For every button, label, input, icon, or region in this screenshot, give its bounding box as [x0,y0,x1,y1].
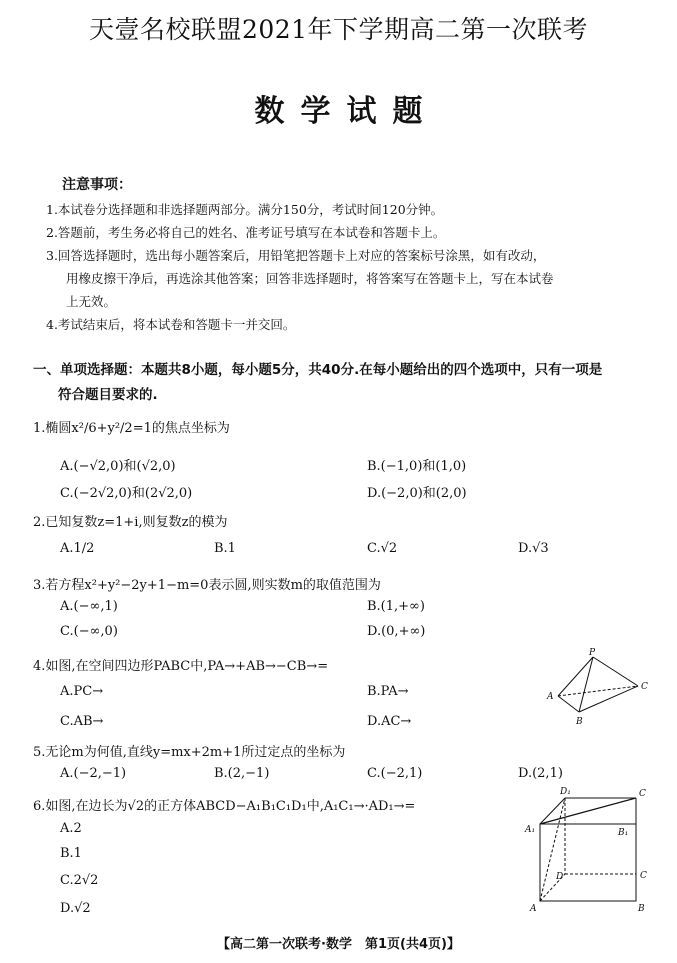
note-3-line3: 上无效。 [66,294,117,309]
q5-option-d: D.(2,1) [518,766,563,781]
label-c: C [640,871,647,881]
q6-option-b: B.1 [60,846,82,861]
label-d: D [556,872,564,882]
note-3-line2: 用橡皮擦干净后，再选涂其他答案；回答非选择题时，将答案写在答题卡上，写在本试卷 [66,271,554,286]
label-a: A [547,692,554,702]
label-a1: A₁ [525,825,536,835]
cube-figure [520,784,660,914]
q2-option-d: D.√3 [518,541,549,556]
q1-option-d: D.(−2,0)和(2,0) [367,486,467,501]
question-6-stem: 6.如图,在边长为√2的正方体ABCD−A₁B₁C₁D₁中,A₁C₁→·AD₁→= [33,799,416,814]
label-c1: C [639,789,646,799]
label-d1: D₁ [560,787,571,797]
q3-option-d: D.(0,+∞) [367,624,426,639]
question-1-stem: 1.椭圆x²/6+y²/2=1的焦点坐标为 [33,421,230,436]
page-footer: 【高二第一次联考·数学 第1页(共4页)】 [217,937,460,952]
q1-option-a: A.(−√2,0)和(√2,0) [60,459,176,474]
section-heading-cont: 符合题目要求的. [58,387,158,403]
q1-option-b: B.(−1,0)和(1,0) [367,459,467,474]
q2-option-c: C.√2 [367,541,398,556]
note-3: 3.回答选择题时，选出每小题答案后，用铅笔把答题卡上对应的答案标号涂黑，如有改动， [46,248,546,263]
q4-option-c: C.AB→ [60,714,104,729]
exam-title: 天壹名校联盟2021年下学期高二第一次联考 [88,15,589,44]
note-4: 4.考试结束后，将本试卷和答题卡一并交回。 [46,317,296,332]
q6-option-d: D.√2 [60,901,91,916]
question-4-stem: 4.如图,在空间四边形PABC中,PA→+AB→−CB→= [33,659,329,674]
q4-option-b: B.PA→ [367,684,409,699]
label-b: B [638,904,645,914]
q1-option-c: C.(−2√2,0)和(2√2,0) [60,486,193,501]
q6-option-a: A.2 [60,821,82,836]
question-5-stem: 5.无论m为何值,直线y=mx+2m+1所过定点的坐标为 [33,745,346,760]
q3-option-b: B.(1,+∞) [367,599,425,614]
q2-option-a: A.1/2 [60,541,95,556]
label-a: A [530,904,537,914]
q4-option-a: A.PC→ [60,684,104,699]
q4-option-d: D.AC→ [367,714,412,729]
label-c: C [641,682,648,692]
label-b1: B₁ [618,828,629,838]
note-1: 1.本试卷分选择题和非选择题两部分。满分150分，考试时间120分钟。 [46,202,444,217]
label-b: B [576,717,583,727]
question-2-stem: 2.已知复数z=1+i,则复数z的模为 [33,515,228,530]
q5-option-c: C.(−2,1) [367,766,423,781]
q6-option-c: C.2√2 [60,873,99,888]
note-2: 2.答题前，考生务必将自己的姓名、准考证号填写在本试卷和答题卡上。 [46,225,446,240]
label-p: P [589,648,596,658]
q5-option-b: B.(2,−1) [214,766,270,781]
q3-option-c: C.(−∞,0) [60,624,118,639]
question-3-stem: 3.若方程x²+y²−2y+1−m=0表示圆,则实数m的取值范围为 [33,578,381,593]
notes-heading: 注意事项： [62,177,132,193]
subject-title: 数学试题 [254,94,439,129]
tetrahedron-figure [538,645,658,727]
q3-option-a: A.(−∞,1) [60,599,118,614]
q5-option-a: A.(−2,−1) [60,766,127,781]
q2-option-b: B.1 [214,541,236,556]
section-heading: 一、单项选择题：本题共8小题，每小题5分，共40分.在每小题给出的四个选项中，只有一项是 [33,362,603,378]
